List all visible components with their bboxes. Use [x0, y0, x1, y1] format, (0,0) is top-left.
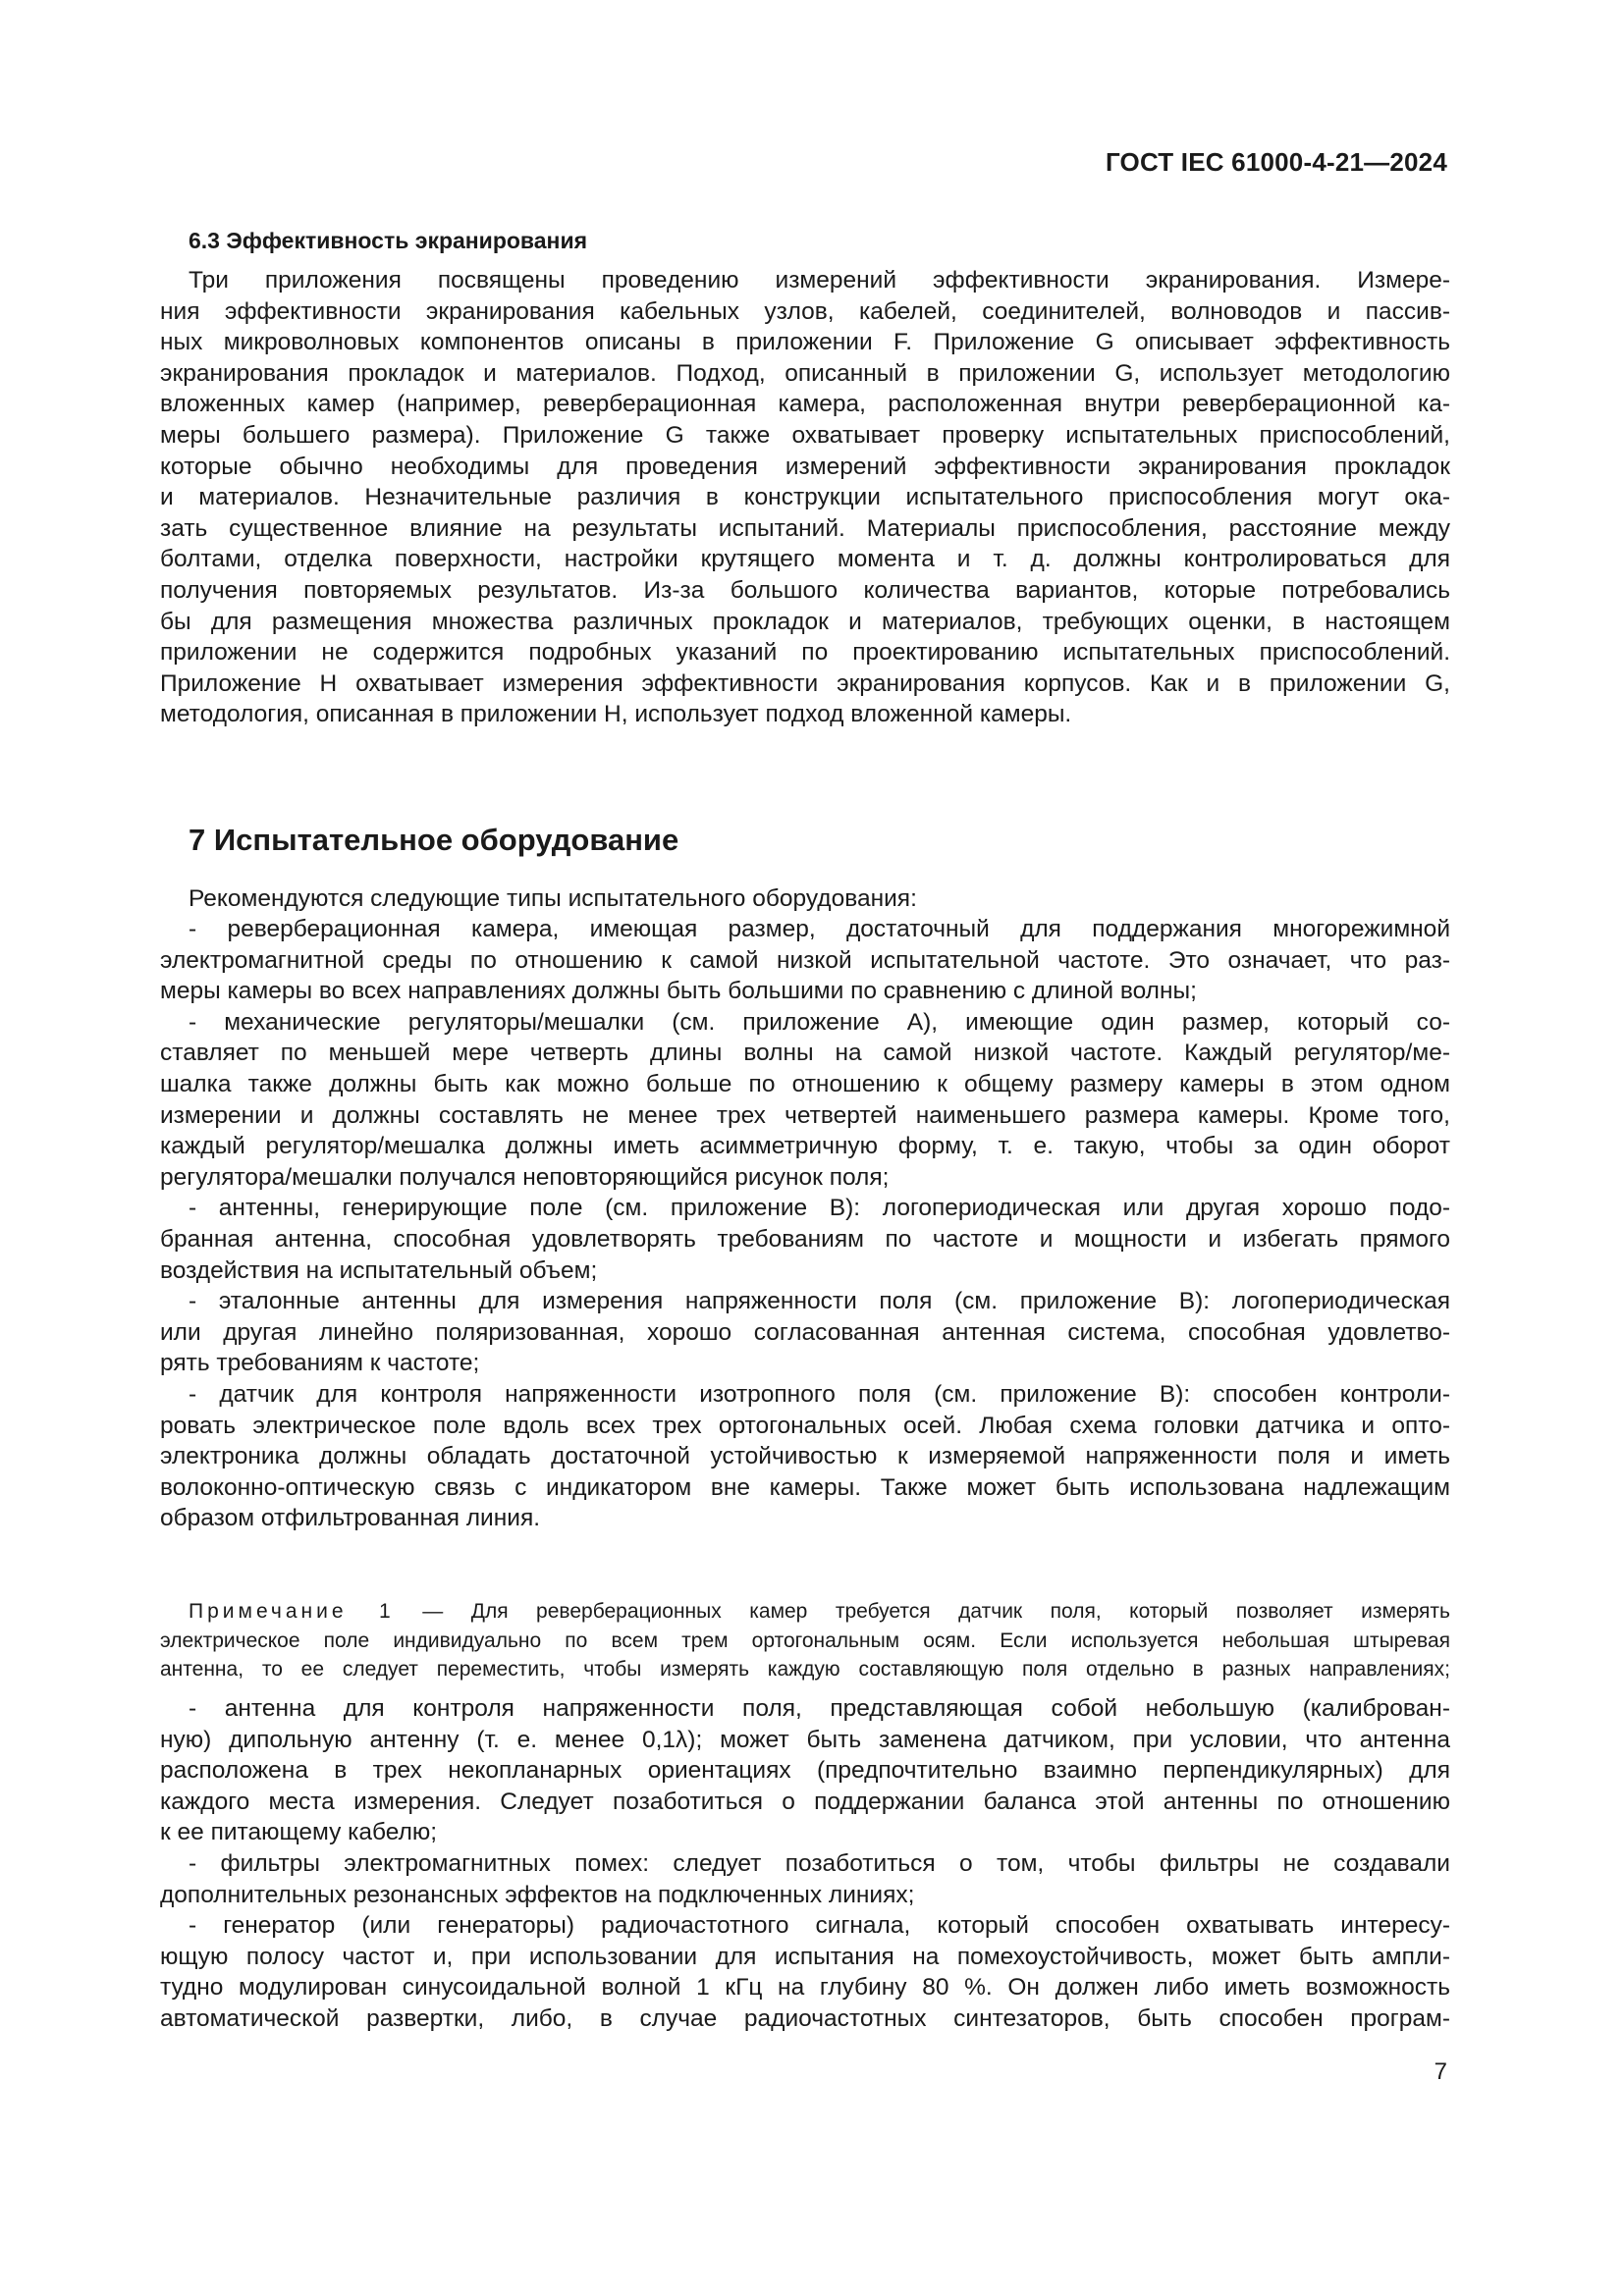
note-line: электрическое поле индивидуально по всем трем ортогональным осям. Если используется небольшая штыревая: [160, 1629, 1450, 1652]
list-line: электромагнитной среды по отношению к самой низкой испытательной частоте. Это означает, что раз-: [160, 946, 1450, 974]
list-line: - антенны, генерирующие поле (см. приложение B): логопериодическая или другая хорошо подо-: [189, 1195, 1450, 1222]
list-line: ющую полосу частот и, при использовании для испытания на помехоустойчивость, может быть ампли-: [160, 1943, 1450, 1970]
equipment-list-b: [160, 1693, 1450, 2035]
text-line: методология, описанная в приложении H, использует подход вложенной камеры.: [160, 701, 1072, 728]
list-line: дополнительных резонансных эффектов на подключенных линиях;: [160, 1881, 915, 1908]
text-line: приложении не содержится подробных указаний по проектированию испытательных приспособлений.: [160, 639, 1450, 667]
list-line: тудно модулирован синусоидальной волной 1 кГц на глубину 80 %. Он должен либо иметь возможность: [160, 1974, 1450, 2002]
list-line: - реверберационная камера, имеющая размер, достаточный для поддержания многорежимной: [189, 916, 1450, 942]
list-line: - механические регуляторы/мешалки (см. приложение A), имеющие один размер, который со-: [189, 1008, 1450, 1036]
intro-line: Рекомендуются следующие типы испытательного оборудования:: [189, 885, 917, 912]
section-7-intro: [160, 883, 1450, 915]
section-heading-6-3: 6.3 Эффективность экранирования: [189, 228, 588, 253]
list-line: каждого места измерения. Следует позаботиться о поддержании баланса этой антенны по отношению: [160, 1788, 1450, 1815]
list-line: или другая линейно поляризованная, хорошо согласованная антенная система, способная удовлетво-: [160, 1318, 1450, 1346]
text-line: ных микроволновых компонентов описаны в приложении F. Приложение G описывает эффективность: [160, 329, 1450, 356]
text-line: получения повторяемых результатов. Из-за большого количества вариантов, которые потребовались: [160, 576, 1450, 604]
list-line: электроника должны обладать достаточной устойчивостью к измеряемой напряженности поля и иметь: [160, 1443, 1450, 1470]
list-line: ставляет по меньшей мере четверть длины волны на самой низкой частоте. Каждый регулятор/ме-: [160, 1040, 1450, 1067]
text-line: Три приложения посвящены проведению измерений эффективности экранирования. Измере-: [189, 267, 1450, 294]
list-line: - датчик для контроля напряженности изотропного поля (см. приложение B): способен контроли-: [189, 1380, 1450, 1408]
text-line: болтами, отделка поверхности, настройки крутящего момента и т. д. должны контролироваться для: [160, 546, 1450, 573]
text-line: экранирования прокладок и материалов. Подход, описанный в приложении G, использует методологию: [160, 359, 1450, 387]
note-line: [160, 1597, 1450, 1627]
list-line: измерении и должны составлять не менее трех четвертей наименьшего размера камеры. Кроме того,: [160, 1101, 1450, 1129]
list-line: каждый регулятор/мешалка должны иметь асимметричную форму, т. е. такую, чтобы за один оборот: [160, 1133, 1450, 1160]
list-line: автоматической развертки, либо, в случае радиочастотных синтезаторов, быть способен програм-: [160, 2004, 1450, 2032]
text-line: которые обычно необходимы для проведения измерений эффективности экранирования прокладок: [160, 453, 1450, 480]
list-line: регулятора/мешалки получался неповторяющийся рисунок поля;: [160, 1163, 890, 1191]
list-line: ную) дипольную антенну (т. е. менее 0,1λ); может быть заменена датчиком, при условии, что антенна: [160, 1726, 1450, 1753]
list-line: к ее питающему кабелю;: [160, 1819, 438, 1846]
page-number: 7: [1434, 2058, 1447, 2085]
note-line: антенна, то ее следует переместить, чтобы измерять каждую составляющую поля отдельно в разных направлениях;: [160, 1658, 1450, 1681]
text-line: и материалов. Незначительные различия в конструкции испытательного приспособления могут ока-: [160, 484, 1450, 511]
text-line: зать существенное влияние на результаты испытаний. Материалы приспособления, расстояние между: [160, 514, 1450, 542]
text-line: ния эффективности экранирования кабельных узлов, кабелей, соединителей, волноводов и пассив-: [160, 297, 1450, 325]
note-1: [160, 1597, 1450, 1684]
text-line: Приложение H охватывает измерения эффективности экранирования корпусов. Как и в приложении G,: [160, 669, 1450, 697]
text-line: меры большего размера). Приложение G также охватывает проверку испытательных приспособлений,: [160, 421, 1450, 449]
list-line: - фильтры электромагнитных помех: следует позаботиться о том, чтобы фильтры не создавали: [189, 1849, 1450, 1877]
section-heading-7: 7 Испытательное оборудование: [189, 823, 679, 857]
list-line: меры камеры во всех направлениях должны быть большими по сравнению с длиной волны;: [160, 978, 1197, 1005]
list-line: расположена в трех некопланарных ориентациях (предпочтительно взаимно перпендикулярных) для: [160, 1757, 1450, 1785]
equipment-list-a: [160, 914, 1450, 1534]
note-text: — Для реверберационных камер требуется датчик поля, который позволяет измерять: [394, 1600, 1450, 1623]
list-line: ровать электрическое поле вдоль всех трех ортогональных осей. Любая схема головки датчика и опто-: [160, 1412, 1450, 1439]
list-line: - антенна для контроля напряженности поля, представляющая собой небольшую (калиброван-: [189, 1695, 1450, 1722]
list-line: образом отфильтрованная линия.: [160, 1505, 541, 1532]
note-label: Примечание 1: [189, 1600, 395, 1623]
list-line: бранная антенна, способная удовлетворять требованиям по частоте и мощности и избегать прямого: [160, 1225, 1450, 1253]
text-line: вложенных камер (например, реверберационная камера, расположенная внутри реверберационной ка-: [160, 391, 1450, 418]
text-line: бы для размещения множества различных прокладок и материалов, требующих оценки, в настоящем: [160, 608, 1450, 635]
document-id: ГОСТ IEC 61000-4-21—2024: [1105, 147, 1447, 177]
list-line: - эталонные антенны для измерения напряженности поля (см. приложение B): логопериодическая: [189, 1288, 1450, 1315]
section-6-3-paragraph: [160, 265, 1450, 730]
list-line: волоконно-оптическую связь с индикатором вне камеры. Также может быть использована надлежащим: [160, 1473, 1450, 1501]
list-line: воздействия на испытательный объем;: [160, 1256, 598, 1284]
list-line: - генератор (или генераторы) радиочастотного сигнала, который способен охватывать интересу-: [189, 1912, 1450, 1940]
list-line: рять требованиям к частоте;: [160, 1350, 480, 1377]
list-line: шалка также должны быть как можно больше по отношению к общему размеру камеры в этом одном: [160, 1070, 1450, 1097]
